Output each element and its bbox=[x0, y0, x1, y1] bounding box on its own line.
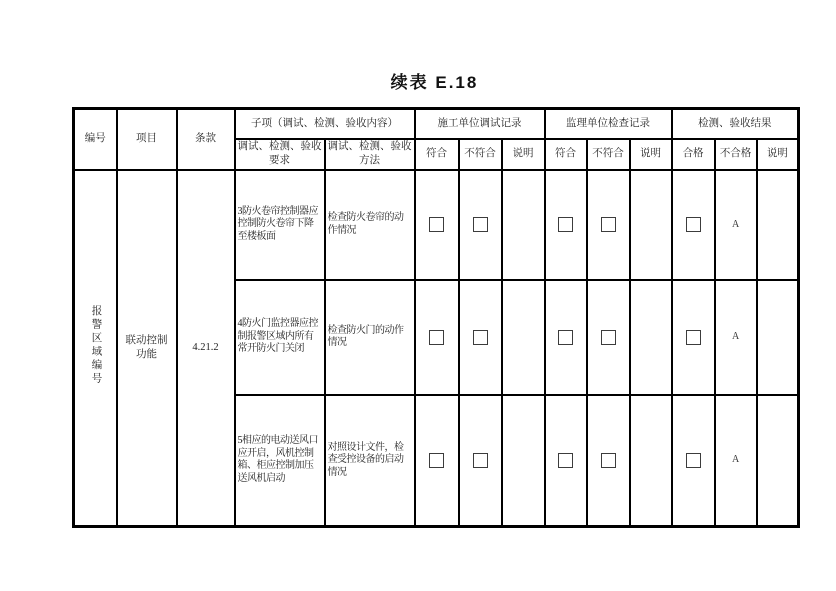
clause-number-cell: 4.21.2 bbox=[177, 170, 235, 527]
constructor-nonconform-cell bbox=[459, 280, 502, 395]
method-cell: 对照设计文件，检查受控设备的启动情况 bbox=[325, 395, 415, 527]
group-header-supervisor-record: 监理单位检查记录 bbox=[545, 109, 672, 139]
sub-header-supervisor-conform: 符合 bbox=[545, 139, 587, 170]
supervisor-note-cell bbox=[630, 170, 672, 280]
result-note-cell bbox=[757, 280, 799, 395]
alarm-zone-number-label: 报警区域编号 bbox=[90, 304, 102, 386]
header-row-1 bbox=[74, 109, 799, 139]
acceptance-record-table bbox=[72, 107, 800, 528]
supervisor-nonconform-cell bbox=[587, 170, 630, 280]
checkbox-icon bbox=[473, 453, 488, 468]
sub-header-supervisor-nonconform: 不符合 bbox=[587, 139, 630, 170]
checkbox-icon bbox=[558, 330, 573, 345]
col-header-clause: 条款 bbox=[177, 109, 235, 170]
fail-cell bbox=[715, 170, 757, 280]
supervisor-conform-cell bbox=[545, 170, 587, 280]
fail-mark: A bbox=[731, 331, 740, 343]
checkbox-icon bbox=[429, 217, 444, 232]
sub-header-pass: 合格 bbox=[672, 139, 715, 170]
group-header-subitem: 子项（调试、检测、验收内容） bbox=[235, 109, 415, 139]
supervisor-note-cell bbox=[630, 280, 672, 395]
constructor-nonconform-cell bbox=[459, 395, 502, 527]
sub-header-fail: 不合格 bbox=[715, 139, 757, 170]
constructor-note-cell bbox=[502, 170, 545, 280]
constructor-conform-cell bbox=[415, 395, 459, 527]
constructor-conform-cell bbox=[415, 170, 459, 280]
requirement-cell: 3防火卷帘控制器应控制防火卷帘下降至楼板面 bbox=[235, 170, 325, 280]
checkbox-icon bbox=[558, 217, 573, 232]
checkbox-icon bbox=[686, 330, 701, 345]
result-note-cell bbox=[757, 395, 799, 527]
sub-header-method: 调试、检测、验收方法 bbox=[325, 139, 415, 170]
item-name-cell bbox=[117, 170, 177, 527]
method-cell: 检查防火卷帘的动作情况 bbox=[325, 170, 415, 280]
supervisor-conform-cell bbox=[545, 395, 587, 527]
checkbox-icon bbox=[601, 217, 616, 232]
requirement-cell: 5相应的电动送风口应开启，风机控制箱、柜应控制加压送风机启动 bbox=[235, 395, 325, 527]
pass-cell bbox=[672, 280, 715, 395]
group-header-result: 检测、验收结果 bbox=[672, 109, 799, 139]
fail-mark: A bbox=[731, 218, 740, 230]
checkbox-icon bbox=[558, 453, 573, 468]
checkbox-icon bbox=[429, 330, 444, 345]
sub-header-result-note: 说明 bbox=[757, 139, 799, 170]
constructor-note-cell bbox=[502, 280, 545, 395]
sub-header-constructor-note: 说明 bbox=[502, 139, 545, 170]
table-row bbox=[74, 170, 799, 280]
supervisor-conform-cell bbox=[545, 280, 587, 395]
supervisor-note-cell bbox=[630, 395, 672, 527]
checkbox-icon bbox=[473, 330, 488, 345]
result-note-cell bbox=[757, 170, 799, 280]
supervisor-nonconform-cell bbox=[587, 280, 630, 395]
sub-header-supervisor-note: 说明 bbox=[630, 139, 672, 170]
sub-header-constructor-conform: 符合 bbox=[415, 139, 459, 170]
sub-header-constructor-nonconform: 不符合 bbox=[459, 139, 502, 170]
item-name-label: 联动控制功能 bbox=[125, 335, 168, 360]
sub-header-requirement: 调试、检测、验收要求 bbox=[235, 139, 325, 170]
constructor-nonconform-cell bbox=[459, 170, 502, 280]
checkbox-icon bbox=[686, 453, 701, 468]
method-cell: 检查防火门的动作情况 bbox=[325, 280, 415, 395]
checkbox-icon bbox=[686, 217, 701, 232]
checkbox-icon bbox=[473, 217, 488, 232]
fail-cell bbox=[715, 395, 757, 527]
col-header-number: 编号 bbox=[74, 109, 117, 170]
group-header-constructor-record: 施工单位调试记录 bbox=[415, 109, 545, 139]
checkbox-icon bbox=[601, 330, 616, 345]
col-header-item: 项目 bbox=[117, 109, 177, 170]
page-title: 续表 E.18 bbox=[390, 73, 479, 92]
requirement-cell: 4防火门监控器应控制报警区域内所有常开防火门关闭 bbox=[235, 280, 325, 395]
fail-cell bbox=[715, 280, 757, 395]
checkbox-icon bbox=[429, 453, 444, 468]
fail-mark: A bbox=[731, 454, 740, 466]
pass-cell bbox=[672, 395, 715, 527]
constructor-conform-cell bbox=[415, 280, 459, 395]
pass-cell bbox=[672, 170, 715, 280]
constructor-note-cell bbox=[502, 395, 545, 527]
alarm-zone-number-cell bbox=[74, 170, 117, 527]
supervisor-nonconform-cell bbox=[587, 395, 630, 527]
checkbox-icon bbox=[601, 453, 616, 468]
